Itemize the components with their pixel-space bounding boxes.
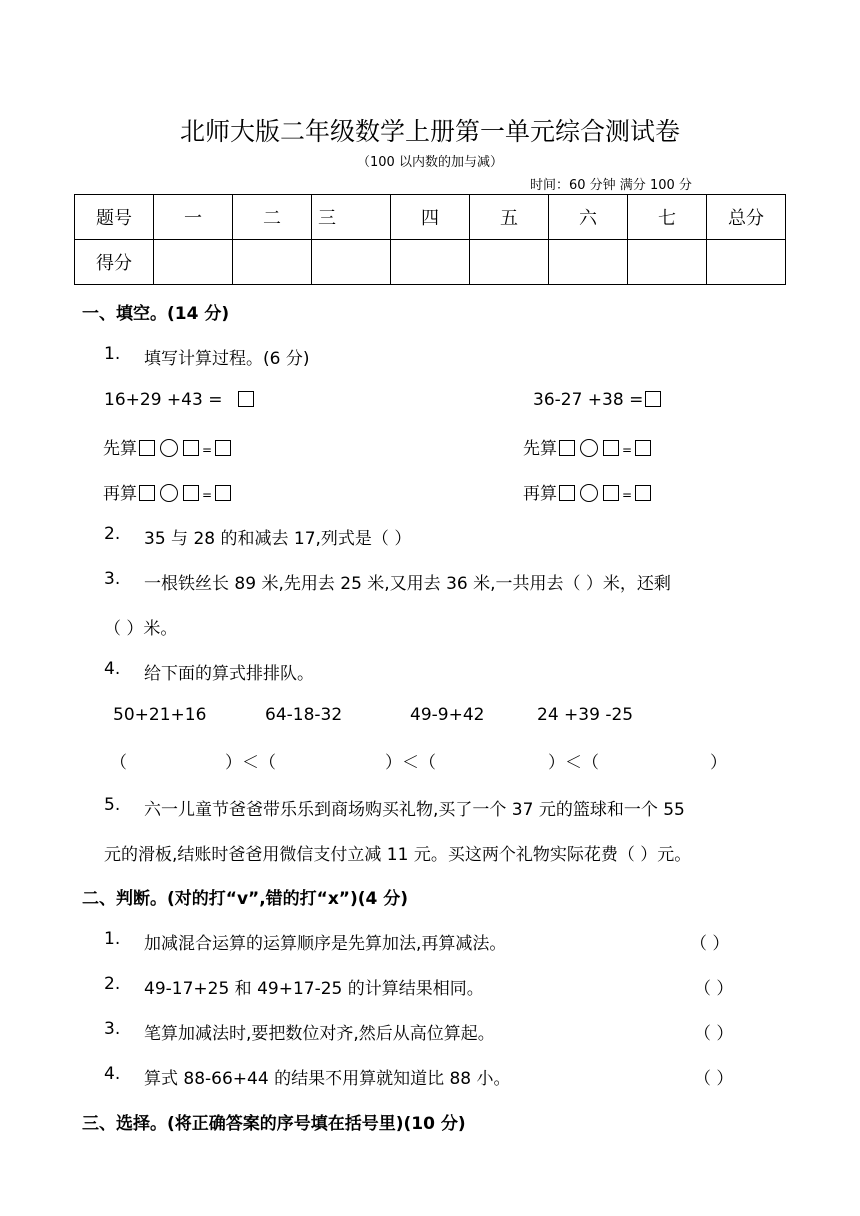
score-empty-cell[interactable] — [628, 240, 707, 285]
expr-text: 16+29 +43 = — [104, 390, 223, 410]
q3-text-cont: （ ）米。 — [104, 619, 178, 639]
q4-expr: 49-9+42 — [410, 705, 485, 725]
score-cell: 总分 — [707, 195, 786, 240]
operator-circle[interactable] — [160, 439, 178, 457]
q1-num: 1. — [104, 344, 121, 364]
step-label: 先算 — [103, 439, 137, 459]
answer-box[interactable] — [215, 440, 231, 456]
equals-sign: = — [202, 443, 213, 457]
answer-box[interactable] — [139, 485, 155, 501]
answer-box[interactable] — [183, 485, 199, 501]
step-label: 先算 — [523, 439, 557, 459]
q5-num: 5. — [104, 795, 121, 815]
score-empty-cell[interactable] — [154, 240, 233, 285]
answer-box[interactable] — [635, 485, 651, 501]
page-title: 北师大版二年级数学上册第一单元综合测试卷 — [179, 117, 680, 146]
step-label: 再算 — [103, 484, 137, 504]
score-cell: 五 — [470, 195, 549, 240]
score-empty-cell[interactable] — [470, 240, 549, 285]
expr-text: 36-27 +38 = — [533, 390, 644, 410]
equals-sign: = — [202, 488, 213, 502]
answer-box[interactable] — [139, 440, 155, 456]
score-empty-cell[interactable] — [391, 240, 470, 285]
q4-order-paren: （ — [110, 753, 127, 773]
q3-num: 3. — [104, 569, 121, 589]
operator-circle[interactable] — [580, 484, 598, 502]
judge-text: 笔算加减法时,要把数位对齐,然后从高位算起。 — [144, 1024, 495, 1044]
q1-expr-left — [104, 390, 256, 410]
q1-step2-left — [103, 479, 233, 504]
q5-text-cont: 元的滑板,结账时爸爸用微信支付立减 11 元。买这两个礼物实际花费（ ）元。 — [104, 845, 692, 865]
answer-box[interactable] — [645, 391, 661, 407]
section2-heading: 二、判断。(对的打“v”,错的打“x”)(4 分) — [82, 889, 409, 909]
score-header-row — [75, 195, 786, 240]
score-cell: 七 — [628, 195, 707, 240]
time-info: 时间：60 分钟 满分 100 分 — [530, 178, 692, 193]
score-cell: 四 — [391, 195, 470, 240]
q1-expr-right — [533, 390, 663, 410]
judge-text: 算式 88-66+44 的结果不用算就知道比 88 小。 — [144, 1069, 511, 1089]
judge-text: 49-17+25 和 49+17-25 的计算结果相同。 — [144, 979, 484, 999]
q2-num: 2. — [104, 524, 121, 544]
judge-text: 加减混合运算的运算顺序是先算加法,再算减法。 — [144, 934, 507, 954]
q4-expr: 50+21+16 — [113, 705, 207, 725]
score-empty-cell[interactable] — [549, 240, 628, 285]
score-label-cell: 得分 — [75, 240, 154, 285]
answer-box[interactable] — [559, 485, 575, 501]
score-cell: 六 — [549, 195, 628, 240]
score-cell: 题号 — [75, 195, 154, 240]
score-cell: 一 — [154, 195, 233, 240]
score-cell: 二 — [233, 195, 312, 240]
equals-sign: = — [622, 488, 633, 502]
answer-box[interactable] — [603, 440, 619, 456]
answer-box[interactable] — [215, 485, 231, 501]
operator-circle[interactable] — [160, 484, 178, 502]
q5-text: 六一儿童节爸爸带乐乐到商场购买礼物,买了一个 37 元的篮球和一个 55 — [144, 800, 685, 820]
answer-box[interactable] — [635, 440, 651, 456]
judge-paren[interactable]: （ ） — [694, 1024, 734, 1044]
judge-paren[interactable]: （ ） — [694, 1069, 734, 1089]
score-empty-cell[interactable] — [707, 240, 786, 285]
answer-box[interactable] — [238, 391, 254, 407]
q4-num: 4. — [104, 659, 121, 679]
score-empty-cell[interactable] — [312, 240, 391, 285]
equals-sign: = — [622, 443, 633, 457]
answer-box[interactable] — [559, 440, 575, 456]
q1-step1-left — [103, 434, 233, 459]
page-subtitle: （100 以内数的加与减） — [357, 155, 503, 170]
judge-num: 1. — [104, 929, 121, 949]
q2-text: 35 与 28 的和减去 17,列式是（ ） — [144, 529, 412, 549]
q1-text: 填写计算过程。(6 分) — [144, 349, 310, 369]
q4-order-paren: ） — [710, 753, 727, 773]
judge-paren[interactable]: （ ） — [690, 934, 730, 954]
section3-heading: 三、选择。(将正确答案的序号填在括号里)(10 分) — [82, 1114, 466, 1134]
answer-box[interactable] — [183, 440, 199, 456]
q1-step2-right — [523, 479, 653, 504]
score-cell: 三 — [312, 195, 391, 240]
score-table — [74, 194, 786, 285]
operator-circle[interactable] — [580, 439, 598, 457]
score-value-row — [75, 240, 786, 285]
score-empty-cell[interactable] — [233, 240, 312, 285]
q1-step1-right — [523, 434, 653, 459]
judge-num: 4. — [104, 1064, 121, 1084]
judge-num: 3. — [104, 1019, 121, 1039]
answer-box[interactable] — [603, 485, 619, 501]
step-label: 再算 — [523, 484, 557, 504]
judge-num: 2. — [104, 974, 121, 994]
q4-order-paren: ）＜（ — [548, 753, 599, 773]
q4-expr: 64-18-32 — [265, 705, 343, 725]
q4-text: 给下面的算式排排队。 — [144, 664, 314, 684]
q3-text: 一根铁丝长 89 米,先用去 25 米,又用去 36 米,一共用去（ ）米，还剩 — [144, 574, 671, 594]
judge-paren[interactable]: （ ） — [694, 979, 734, 999]
section1-heading: 一、填空。(14 分) — [82, 304, 230, 324]
q4-order-paren: ）＜（ — [385, 753, 436, 773]
q4-order-paren: ）＜（ — [225, 753, 276, 773]
q4-expr: 24 +39 -25 — [537, 705, 634, 725]
